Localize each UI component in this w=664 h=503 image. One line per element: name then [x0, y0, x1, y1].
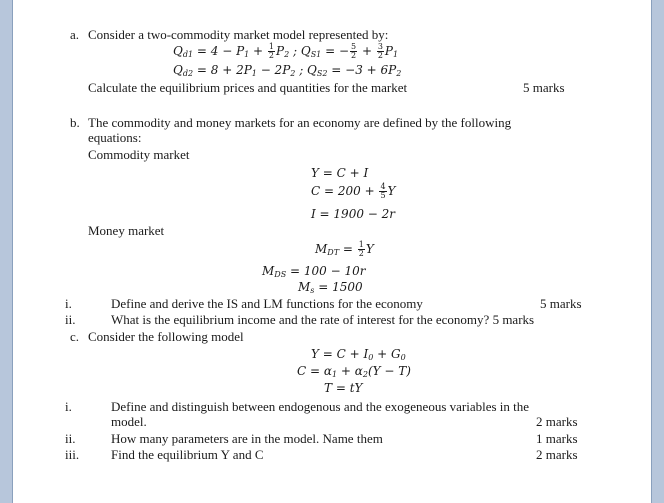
equation-mdt: $M_{DT}$ = $\frac{1}{2}$ Y — [315, 240, 374, 258]
part-c-q1-label: i. — [65, 399, 72, 414]
part-c-q2-text: How many parameters are in the model. Name them — [111, 431, 383, 446]
part-c-equation-1: $Y = C + I_0 + G_0$ — [311, 347, 406, 362]
part-b-q1-marks: 5 marks — [540, 296, 582, 311]
equation-i: I = 1900 − 2r — [311, 207, 396, 221]
equation-ms: $M_s = 1500$ — [298, 280, 363, 295]
money-market-heading: Money market — [88, 223, 165, 238]
commodity-market-heading: Commodity market — [88, 147, 190, 162]
part-a-task: Calculate the equilibrium prices and quantities for the market — [88, 80, 408, 95]
part-a-equation-1: $Q_{d1} = 4 - P_1$ + $\frac{1}{2}$ $P_2$ ; $Q_{S1}$ = − $\frac{5}{2}$ + $\frac{3}{2}$ $P_1$ — [173, 42, 399, 60]
part-c-equation-3: T = tY — [324, 381, 363, 395]
part-b-intro-line-1: The commodity and money markets for an economy are defined by the following — [88, 115, 512, 130]
part-c-q2-label: ii. — [65, 431, 76, 446]
part-c-q1-marks: 2 marks — [536, 414, 578, 429]
document-page — [12, 0, 652, 503]
part-c-q3-text: Find the equilibrium Y and C — [111, 447, 264, 462]
part-a-marks: 5 marks — [523, 80, 565, 95]
part-a-label: a. — [70, 27, 80, 42]
part-b-label: b. — [70, 115, 80, 130]
part-a-equation-2: $Q_{d2} = 8 + 2P_1 - 2P_2$ ; $Q_{S2} = -3 + 6P_2$ — [173, 63, 402, 78]
part-b-q1-text: Define and derive the IS and LM functions for the economy — [111, 296, 423, 311]
part-a-intro: Consider a two-commodity market model represented by: — [88, 27, 389, 42]
part-b-q2-text: What is the equilibrium income and the rate of interest for the economy? 5 marks — [111, 312, 535, 327]
part-c-q1-text-line-2: model. — [111, 414, 147, 429]
part-c-intro: Consider the following model — [88, 329, 244, 344]
equation-mds: $M_{DS} = 100 - 10r$ — [262, 264, 366, 279]
part-c-q1-text-line-1: Define and distinguish between endogenous and the exogeneous variables in the — [111, 399, 530, 414]
part-b-q2-label: ii. — [65, 312, 76, 327]
part-c-label: c. — [70, 329, 80, 344]
part-c-q3-marks: 2 marks — [536, 447, 578, 462]
part-c-q2-marks: 1 marks — [536, 431, 578, 446]
equation-y: Y = C + I — [311, 166, 369, 180]
part-b-intro-line-2: equations: — [88, 130, 142, 145]
part-b-q1-label: i. — [65, 296, 72, 311]
part-c-q3-label: iii. — [65, 447, 80, 462]
part-c-equation-2: $C = \alpha_1 + \alpha_2(Y - T)$ — [297, 364, 411, 379]
equation-c: C = 200 + $\frac{4}{5}$ Y — [311, 182, 396, 200]
